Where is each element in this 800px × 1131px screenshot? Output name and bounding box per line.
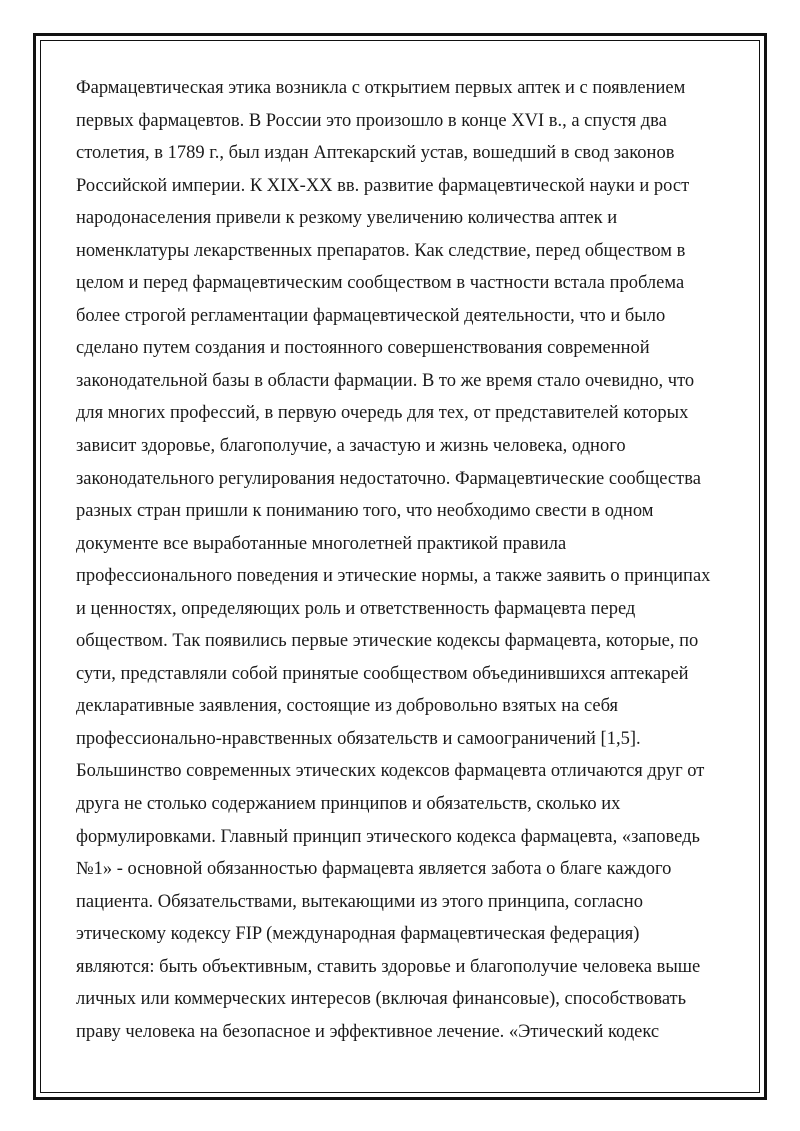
text-line: и ценностях, определяющих роль и ответственность фармацевта перед bbox=[76, 598, 636, 619]
text-line: личных или коммерческих интересов (включая финансовые), способствовать bbox=[76, 989, 687, 1010]
text-line: разных стран пришли к пониманию того, что необходимо свести в одном bbox=[76, 501, 654, 522]
text-line: первых фармацевтов. В России это произошло в конце XVI в., а спустя два bbox=[76, 110, 667, 131]
text-line: пациента. Обязательствами, вытекающими из этого принципа, согласно bbox=[76, 891, 643, 912]
text-line: декларативные заявления, состоящие из добровольно взятых на себя bbox=[76, 696, 619, 717]
text-line: Большинство современных этических кодексов фармацевта отличаются друг от bbox=[76, 761, 705, 782]
text-line: целом и перед фармацевтическим сообществом в частности встала проблема bbox=[76, 273, 685, 294]
text-line: сути, представляли собой принятые сообществом объединившихся аптекарей bbox=[76, 663, 689, 684]
text-line: столетия, в 1789 г., был издан Аптекарский устав, вошедший в свод законов bbox=[76, 143, 675, 164]
text-line: законодательного регулирования недостаточно. Фармацевтические сообщества bbox=[76, 468, 701, 489]
text-line: более строгой регламентации фармацевтической деятельности, что и было bbox=[76, 305, 666, 326]
text-line: являются: быть объективным, ставить здоровье и благополучие человека выше bbox=[76, 956, 701, 977]
text-line: номенклатуры лекарственных препаратов. Как следствие, перед обществом в bbox=[76, 240, 686, 261]
document-text bbox=[76, 72, 736, 1048]
text-line: №1» - основной обязанностью фармацевта является забота о благе каждого bbox=[76, 859, 672, 880]
text-line: формулировками. Главный принцип этического кодекса фармацевта, «заповедь bbox=[76, 826, 700, 847]
text-line: народонаселения привели к резкому увеличению количества аптек и bbox=[76, 208, 618, 229]
text-line: Российской империи. К XIX-XX вв. развитие фармацевтической науки и рост bbox=[76, 175, 690, 196]
text-line: обществом. Так появились первые этические кодексы фармацевта, которые, по bbox=[76, 631, 699, 652]
text-line: этическому кодексу FIP (международная фармацевтическая федерация) bbox=[76, 924, 640, 945]
text-line: друга не столько содержанием принципов и обязательств, сколько их bbox=[76, 794, 621, 815]
text-line: документе все выработанные многолетней практикой правила bbox=[76, 533, 567, 554]
text-line: профессионально-нравственных обязательств и самоограничений [1,5]. bbox=[76, 728, 641, 749]
text-line: праву человека на безопасное и эффективное лечение. «Этический кодекс bbox=[76, 1021, 660, 1042]
text-line: профессионального поведения и этические нормы, а также заявить о принципах bbox=[76, 566, 711, 587]
text-line: сделано путем создания и постоянного совершенствования современной bbox=[76, 338, 650, 359]
text-line: Фармацевтическая этика возникла с открытием первых аптек и с появлением bbox=[76, 78, 686, 98]
text-line: законодательной базы в области фармации. В то же время стало очевидно, что bbox=[76, 370, 695, 391]
text-line: зависит здоровье, благополучие, а зачастую и жизнь человека, одного bbox=[76, 436, 626, 457]
text-line: для многих профессий, в первую очередь для тех, от представителей которых bbox=[76, 403, 689, 424]
